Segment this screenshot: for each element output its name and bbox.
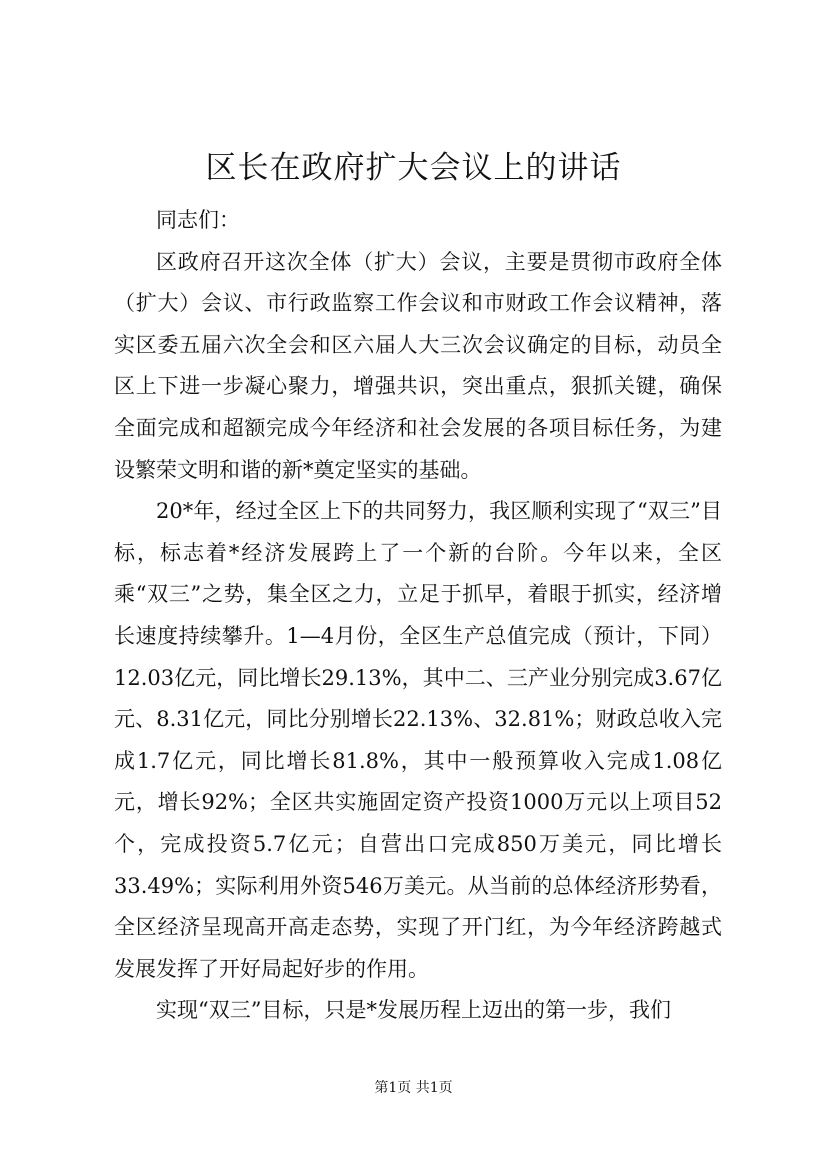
body-paragraph: 区政府召开这次全体（扩大）会议，主要是贯彻市政府全体（扩大）会议、市行政监察工作会议和市财政工作会议精神，落实区委五届六次全会和区六届人大三次会议确定的目标，动员全区上下进一步凝心聚力，增强共识，突出重点，狠抓关键，确保全面完成和超额完成今年经济和社会发展的各项目标任务，为建设繁荣文明和谐的新*奠定坚实的基础。: [114, 249, 722, 482]
salutation-paragraph: 同志们：: [156, 208, 240, 232]
body-paragraph: 20*年，经过全区上下的共同努力，我区顺利实现了“双三”目标，标志着*经济发展跨上了一个新的台阶。今年以来，全区乘“双三”之势，集全区之力，立足于抓早，着眼于抓实，经济增长速度持续攀升。1—4月份，全区生产总值完成（预计，下同）12.03亿元，同比增长29.13%，其中二、三产业分别完成3.67亿元、8.31亿元，同比分别增长22.13%、32.81%；财政总收入完成1.7亿元，同比增长81.8%，其中一般预算收入完成1.08亿元，增长92%；全区共实施固定资产投资1000万元以上项目52个，完成投资5.7亿元；自营出口完成850万美元，同比增长33.49%；实际利用外资546万美元。从当前的总体经济形势看，全区经济呈现高开高走态势，实现了开门红，为今年经济跨越式发展发挥了开好局起好步的作用。: [114, 499, 722, 981]
body-paragraph: 实现“双三”目标，只是*发展历程上迈出的第一步，我们: [156, 998, 671, 1023]
page-footer: 第1页 共1页: [374, 1080, 453, 1096]
document-body: [114, 200, 722, 1032]
document-title: 区长在政府扩大会议上的讲话: [205, 150, 622, 186]
